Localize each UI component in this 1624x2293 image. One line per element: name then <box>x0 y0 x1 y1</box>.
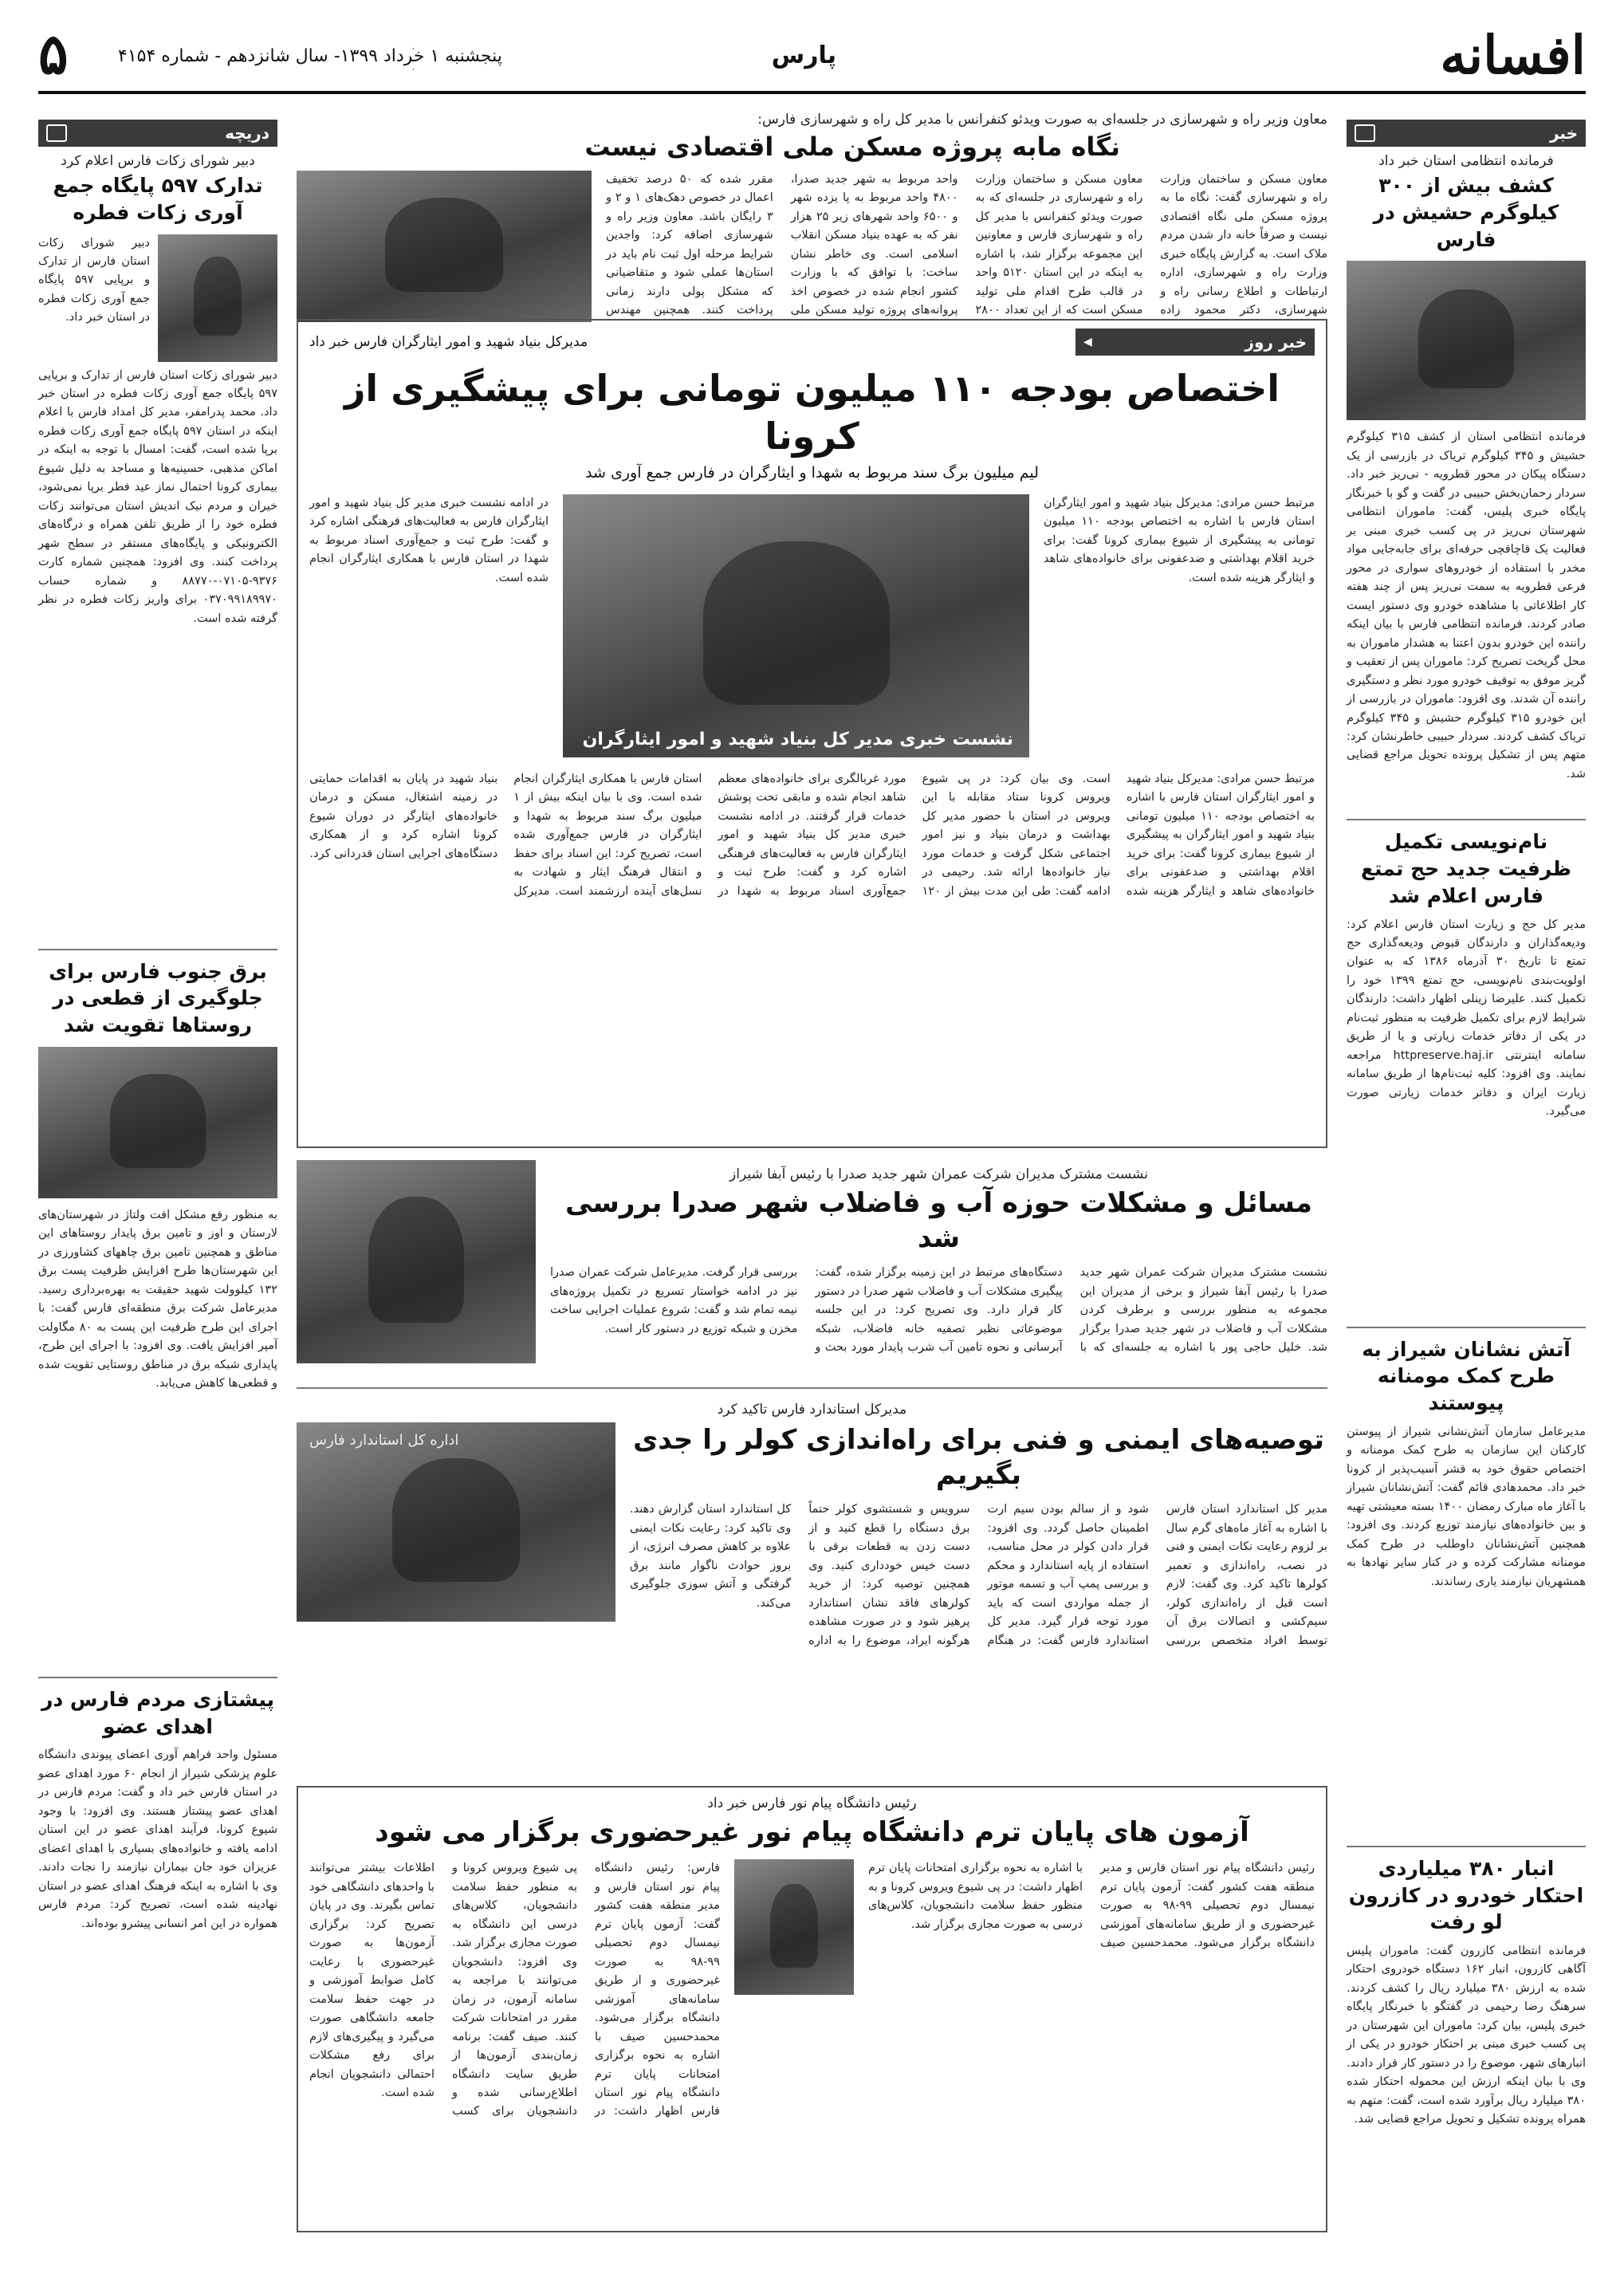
tag-label: خبر روز <box>1245 332 1307 352</box>
divider <box>38 949 277 950</box>
story-kicker: مدیرکل بنیاد شهید و امور ایثارگران فارس خبر داد <box>309 334 588 350</box>
photo-banner-text: نشست خبری مدیر کل بنیاد شهید و امور ایثارگران <box>582 729 1013 749</box>
megaphone-icon <box>1355 124 1375 142</box>
chevron-left-icon: ◀ <box>1083 336 1092 348</box>
sadra-row <box>297 1160 1327 1399</box>
story-body: مسئول واحد فراهم آوری اعضای پیوندی دانشگاه علوم پزشکی شیراز از انجام ۶۰ مورد اهدای عضو در استان فارس خبر داد و گفت: مردم فارس در اهدای عضو پیشتاز هستند. وی افزود: با وجود شیوع کرونا، فرآیند اهدای عضو در این استان ادامه یافته و خانواده‌های بسیاری با اهدای اعضای عزیزان خود جان بیماران نیازمند را نجات دادند. وی با اشاره به اینکه فرهنگ اهدای عضو در استان نهادینه شده است، تصریح کرد: مردم فارس همواره در این امر انسانی پیشرو بوده‌اند. <box>38 1748 277 1930</box>
top-story <box>297 112 1327 317</box>
story-headline: توصیه‌های ایمنی و فنی برای راه‌اندازی کولر را جدی بگیریم <box>633 1424 1324 1492</box>
sadra-story <box>297 1160 1327 1375</box>
story-headline: برق جنوب فارس برای جلوگیری از قطعی در روستاها تقویت شد <box>49 959 267 1036</box>
story-headline: مسائل و مشکلات حوزه آب و فاضلاب شهر صدرا بررسی شد <box>565 1187 1312 1255</box>
photo-sign-text: اداره کل استاندارد فارس <box>309 1432 459 1449</box>
left-column <box>38 120 277 2121</box>
section-name: پارس <box>771 41 836 69</box>
right-column <box>1347 120 1586 2293</box>
tag-label: دریچه <box>225 124 269 143</box>
story-body: مدیر کل حج و زیارت استان فارس اعلام کرد: ودیعه‌گذاران و دارندگان قبوض ودیعه‌گذاری حج تمتع تا تاریخ ۳۰ آذرماه ۱۳۸۶ که به عنوان اولویت‌بندی نام‌نویسی، حج تمتع ۱۳۹۹ خود را تکمیل کنند. علیرضا زینلی اظهار داشت: دارندگان شرایط لازم برای تکمیل ظرفیت به منظور ثبت‌نام در یکی از دفاتر خدمات زیارتی و یا از طریق سامانه اینترنتی httpreserve.haj.ir مراجعه نمایند. وی افزود: کلیه ثبت‌نام‌ها از طریق سامانه زیارت ایران و دفاتر خدمات زیارتی صورت می‌گیرد. <box>1347 918 1586 1119</box>
story-body: فرمانده انتظامی کازرون گفت: ماموران پلیس آگاهی کازرون، انبار ۱۶۲ دستگاه خودروی احتکار شده به ارزش ۳۸۰ میلیارد ریال را کشف کردند. سرهنگ رضا رحیمی در گفتگو با خبرنگار پایگاه خبری پلیس، بیان کرد: ماموران این شهرستان در پی کسب خبری مبنی بر احتکار خودرو در یکی از انبارهای شهر، موضوع را در دستور کار قرار دادند. وی با بیان اینکه ارزش این محموله احتکار شده ۳۸۰ میلیارد ریال برآورد شده است، گفت: متهم به همراه پرونده تشکیل و تحویل مراجع قضایی شد. <box>1347 1945 1586 2126</box>
story-headline: نام‌نویسی تکمیل ظرفیت جدید حج تمتع فارس اعلام شد <box>1360 830 1571 907</box>
story-body: مدیر کل استاندارد استان فارس با اشاره به آغاز ماه‌های گرم سال بر لزوم رعایت نکات ایمنی و فنی در نصب، راه‌اندازی و تعمیر کولرها تاکید کرد. وی گفت: لازم است قبل از راه‌اندازی کولر، سیم‌کشی و اتصالات برق آن توسط افراد متخصص بررسی شود و از سالم بودن سیم ارت اطمینان حاصل گردد. وی افزود: قرار دادن کولر در محل مناسب، استفاده از پایه استاندارد و محکم و بررسی پمپ آب و تسمه موتور از جمله مواردی است که باید مورد توجه قرار گیرد. مدیر کل استاندارد فارس گفت: در هنگام سرویس و شستشوی کولر حتماً برق دستگاه را قطع کنید و از دست زدن به قطعات برقی با دست خیس خودداری کنید. وی همچنین توصیه کرد: از خرید کولرهای فاقد نشان استاندارد پرهیز شود و در صورت مشاهده هرگونه ایراد، موضوع را به اداره کل استاندارد استان گزارش دهند. وی تاکید کرد: رعایت نکات ایمنی علاوه بر کاهش مصرف انرژی، از بروز حوادث ناگوار مانند برق گرفتگی و آتش سوزی جلوگیری می‌کند. <box>630 1503 1327 1647</box>
story-side-text: در ادامه نشست خبری مدیر کل بنیاد شهید و امور ایثارگران فارس به فعالیت‌های فرهنگی اشاره کرد و گفت: طرح ثبت و جمع‌آوری اسناد مربوط به شهدا در استان فارس با همکاری ایثارگران انجام شده است. <box>309 496 549 584</box>
story-headline: پیشتازی مردم فارس در اهدای عضو <box>41 1687 275 1738</box>
payamnoor-head-photo <box>734 1859 854 1995</box>
story-headline: آتش نشانان شیراز به طرح کمک مومنانه پیوستند <box>1362 1337 1571 1414</box>
cooler-text-block <box>630 1422 1327 1803</box>
official-photo <box>158 234 277 362</box>
story-kicker: معاون وزیر راه و شهرسازی در جلسه‌ای به صورت ویدئو کنفرانس با مدیر کل راه و شهرسازی فارس: <box>757 112 1327 128</box>
tag-dariche <box>38 120 277 147</box>
story-headline: اختصاص بودجه ۱۱۰ میلیون تومانی برای پیشگیری از کرونا <box>344 367 1280 458</box>
story-lead: مرتبط حسن مرادی: مدیرکل بنیاد شهید و امور ایثارگران استان فارس با اشاره به اختصاص بودجه ۱۱۰ میلیون تومانی به پیشگیری از شیوع بیماری کرونا گفت: برای خرید اقلام بهداشتی و ضدعفونی برای خانواده‌های شاهد و ایثارگر هزینه شده است. <box>1044 496 1315 584</box>
story-headline: آزمون های پایان ترم دانشگاه پیام نور غیرحضوری برگزار می شود <box>375 1816 1249 1848</box>
book-icon <box>46 124 67 142</box>
khabar-rooz-top-row <box>309 494 1315 757</box>
electricity-official-photo <box>38 1047 277 1198</box>
story-body: نشست مشترک مدیران شرکت عمران شهر جدید صدرا با رئیس آبفا شیراز و برخی از مدیران این مجموعه به منظور بررسی و برطرف کردن مشکلات آب و فاضلاب در شهر جدید صدرا برگزار شد. خلیل حاجی پور با اشاره به جلسه‌ای که با دستگاه‌های مرتبط در این زمینه برگزار شده، گفت: پیگیری مشکلات آب و فاضلاب شهر صدرا در دستور کار قرار دارد. وی تصریح کرد: در این جلسه موضوعاتی نظیر تصفیه خانه فاضلاب، شبکه آبرسانی و نحوه تامین آب شرب پایدار مورد بحث و بررسی قرار گرفت. مدیرعامل شرکت عمران صدرا نیز در ادامه خواستار تسریع در تکمیل پروژه‌های نیمه تمام شد و گفت: شروع عملیات اجرایی ساخت مخزن و شبکه توزیع در دستور کار است. <box>550 1266 1327 1355</box>
story-kicker: فرمانده انتظامی استان خبر داد <box>1378 153 1554 169</box>
cooler-row <box>297 1422 1327 1803</box>
story-headline: انبار ۳۸۰ میلیاردی احتکار خودرو در کازرون لو رفت <box>1348 1856 1584 1934</box>
divider <box>1347 1846 1586 1847</box>
masthead <box>38 21 1586 94</box>
tag-khabar-rooz <box>1075 328 1315 356</box>
story-body: به منظور رفع مشکل افت ولتاژ در شهرستان‌های لارستان و اوز و تامین برق پایدار روستاهای این مناطق و همچنین تامین برق چاههای کشاورزی در این شهرستان‌ها طرح افزایش ظرفیت پست برق ۱۳۲ کیلوولت شهید حقیقت به بهره‌برداری رسید. مدیرعامل شرکت برق منطقه‌ای فارس گفت: با اجرای این طرح ظرفیت این پست به ۸۰ مگاولت آمپر افزایش یافت. وی افزود: با اجرای این طرح، پایداری شبکه برق در مناطق روستایی تقویت شده و قطعی‌ها کاهش می‌یابد. <box>38 1208 278 1390</box>
cooler-photo-block <box>297 1422 615 1803</box>
cooler-story <box>297 1387 1327 1774</box>
divider <box>1347 1327 1586 1328</box>
page-number: ۵ <box>38 21 69 87</box>
divider <box>38 1677 277 1678</box>
story-headline: کشف بیش از ۳۰۰ کیلوگرم حشیش در فارس <box>1373 174 1559 251</box>
story-subhead: لیم میلیون برگ سند مربوط به شهدا و ایثارگران در فارس جمع آوری شد <box>585 463 1039 482</box>
story-kicker: رئیس دانشگاه پیام نور فارس خبر داد <box>707 1795 917 1811</box>
story-headline: نگاه مابه پروژه مسکن ملی اقتصادی نیست <box>584 132 1120 162</box>
police-commander-photo <box>1347 261 1586 420</box>
story-body-part: رئیس دانشگاه پیام نور استان فارس و مدیر منطقه هفت کشور گفت: آزمون پایان ترم نیمسال دوم تحصیلی ۹۹-۹۸ به صورت غیرحضوری و از طریق سامانه‌های آموزشی دانشگاه برگزار می‌شود. محمدحسین صیف با اشاره به نحوه برگزاری امتحانات پایان ترم اظهار داشت: در پی شیوع ویروس کرونا و به منظور حفظ سلامت دانشجویان، کلاس‌های درسی به صورت مجازی برگزار شد. <box>868 1862 1315 1950</box>
aabfa-official-photo <box>297 1160 536 1363</box>
story-lead: دبیر شورای زکات استان فارس از تدارک و برپایی ۵۹۷ پایگاه جمع آوری زکات فطره در استان خبر داد. <box>38 236 150 324</box>
story-body: دبیر شورای زکات استان فارس از تدارک و برپایی ۵۹۷ پایگاه جمع آوری زکات فطره در استان خبر داد. محمد پدرامفر، مدیر کل امداد فارس با اعلام اینکه در استان ۵۹۷ پایگاه جمع آوری زکات فطره برپا شده است، گفت: امسال با توجه به اینکه در اماکن مذهبی، حسینیه‌ها و مساجد به دلیل شیوع بیماری کرونا احتمال نماز عید فطر برپا نمی‌شود، خیران و مردم نیک اندیش استان می‌توانند زکات فطره خود را از طریق تلفن همراه و درگاه‌های الکترونیکی و پایگاه‌های مستقر در سطح شهر پرداخت کنند. وی افزود: همچنین شماره کارت ۹۳۷۶-۰۷۱۰۵-۸۸۷۷۰ و شماره حساب ۰۳۷۰۹۹۱۸۹۹۷۰ برای واریز زکات فطره در نظر گرفته شده است. <box>38 368 277 625</box>
khabar-rooz-header <box>309 328 1315 356</box>
story-body: فارس: رئیس دانشگاه پیام نور استان فارس و مدیر منطقه هفت کشور گفت: آزمون پایان ترم نیمسال دوم تحصیلی ۹۹-۹۸ به صورت غیرحضوری و از طریق سامانه‌های آموزشی دانشگاه برگزار می‌شود. محمدحسین صیف با اشاره به نحوه برگزاری امتحانات پایان ترم دانشگاه پیام نور استان فارس اظهار داشت: در پی شیوع ویروس کرونا و به منظور حفظ سلامت دانشجویان، کلاس‌های درسی این دانشگاه به صورت مجازی برگزار شد. وی افزود: دانشجویان می‌توانند با مراجعه به سامانه آزمون، در زمان مقرر در امتحانات شرکت کنند. صیف گفت: برنامه زمان‌بندی آزمون‌ها از طریق سایت دانشگاه اطلاع‌رسانی شده و دانشجویان برای کسب اطلاعات بیشتر می‌توانند با واحدهای دانشگاهی خود تماس بگیرند. وی در پایان تصریح کرد: برگزاری آزمون‌ها به صورت غیرحضوری با رعایت کامل ضوابط آموزشی و در جهت حفظ سلامت جامعه دانشگاهی صورت می‌گیرد و پیگیری‌های لازم برای رفع مشکلات احتمالی دانشجویان انجام شده است. <box>309 1862 720 2118</box>
payamnoor-box <box>297 1786 1327 2232</box>
top-story-content <box>297 171 1327 322</box>
standard-director-photo <box>297 1422 615 1622</box>
newspaper-logo: افسانه <box>1440 24 1586 86</box>
payamnoor-row <box>309 1859 1315 2226</box>
story-body: مدیرعامل سازمان آتش‌نشانی شیراز از پیوستن کارکنان این سازمان به طرح کمک مومنانه و اختصاص حقوق خود به قشر آسیب‌پذیر از کرونا خبر داد. محمدهادی قائم گفت: آتش‌نشانان شیراز با آغاز ماه مبارک رمضان ۱۴۰۰ بسته معیشتی تهیه و بین خانواده‌های نیازمند توزیع کردند. وی افزود: همچنین آتش‌نشانان داوطلب در طرح کمک مومنانه مشارکت کرده و در کنار سایر نهادها به همشهریان نیازمند یاری رساندند. <box>1347 1425 1586 1588</box>
story-body: معاون مسکن و ساختمان وزارت راه و شهرسازی گفت: نگاه ما به پروژه مسکن ملی نگاه اقتصادی نیست و صرفاً خانه دار شدن مردم ملاک است. به گزارش پایگاه خبری وزارت راه و شهرسازی، اداره ارتباطات و اطلاع رسانی راه و شهرسازی، دکتر محمود زاده معاون مسکن و ساختمان وزارت راه و شهرسازی در جلسه‌ای که به صورت ویدئو کنفرانس با مدیر کل راه و شهرسازی فارس و معاونین این مجموعه برگزار شد، با اشاره به اینکه در این استان ۵۱۲۰ واحد در قالب طرح اقدام ملی تولید مسکن است که از این تعداد ۲۸۰۰ واحد مربوط به شهر جدید صدرا، ۴۸۰۰ واحد مربوط به پا یزده شهر و ۶۵۰۰ واحد شهرهای زیر ۲۵ هزار نفر که به عهده بنیاد مسکن انقلاب اسلامی است. وی خاطر نشان ساخت: با توافق که با وزارت کشور انجام شده در خصوص اخذ پروانه‌های پروژه تولید مسکن ملی مقرر شده که ۵۰ درصد تخفیف اعمال در خصوص دهک‌های ۱ و ۲ و ۳ رایگان باشد. معاون وزیر راه و شهرسازی اضافه کرد: واجدین شرایط مرحله اول ثبت نام باید در استان‌ها عملی شود و متقاضیانی که مشکل پولی دارند زمانی پرداخت کنند. همچنین مهندس <box>606 172 1327 317</box>
story-photo-row <box>38 234 277 362</box>
sadra-text-block <box>550 1160 1327 1399</box>
story-kicker: نشست مشترک مدیران شرکت عمران شهر جدید صدرا با رئیس آبفا شیراز <box>729 1166 1148 1182</box>
story-kicker: مدیرکل استاندارد فارس تاکید کرد <box>717 1402 907 1418</box>
story-kicker: دبیر شورای زکات فارس اعلام کرد <box>61 153 255 169</box>
tag-label: خبر <box>1549 124 1578 143</box>
story-body: فرمانده انتظامی استان از کشف ۳۱۵ کیلوگرم حشیش و ۳۴۵ کیلوگرم تریاک در بازرسی از یک دستگاه پیکان در محور قطرویه - نی‌ریز خبر داد. سردار رحمان‌بخش حبیبی در گفت و گو با خبرنگار پایگاه خبری پلیس، گفت: ماموران انتظامی شهرستان نی‌ریز در پی کسب خبری مبنی بر فعالیت یک قاچاقچی حرفه‌ای برای جابه‌جایی مواد مخدر با استفاده از خودروهای سواری در محور فرعی قطرویه به سمت نی‌ریز پس از چند هفته کار اطلاعاتی با مشاهده خودرو وی دستور ایست صادر کردند. فرمانده انتظامی فارس با بیان اینکه راننده این خودرو بدون اعتنا به هشدار ماموران به محل گریخت تصریح کرد: ماموران پس از تعقیب و گریز موفق به توقیف خودرو مورد نظر و دستگیری راننده آن شدند. وی افزود: ماموران در بازرسی از این خودرو ۳۱۵ کیلوگرم حشیش و ۳۴۵ کیلوگرم تریاک کشف کردند. سردار حبیبی خاطرنشان کرد: متهم پس از تشکیل پرونده تحویل مراجع قضایی شد. <box>1347 431 1586 781</box>
tag-khabar <box>1347 120 1586 147</box>
divider <box>1347 819 1586 820</box>
story-body: مرتبط حسن مرادی: مدیرکل بنیاد شهید و امور ایثارگران استان فارس با اشاره به اختصاص بودجه ۱۱۰ میلیون تومانی بنیاد شهید و امور ایثارگران به پیشگیری از شیوع بیماری کرونا گفت: برای خرید اقلام بهداشتی و ضدعفونی برای خانواده‌های شاهد و ایثارگر هزینه شده است. وی بیان کرد: در پی شیوع ویروس کرونا ستاد مقابله با این ویروس در استان با حضور مدیر کل بهداشت و درمان بنیاد و نیز امور اجتماعی شکل گرفت و خدمات مورد نیاز خانواده‌ها ارائه شد. رحیمی در ادامه گفت: طی این مدت بیش از ۱۲۰ مورد غربالگری برای خانواده‌های معظم شاهد انجام شده و مابقی تحت پوشش خدمات قرار گرفتند. در ادامه نشست خبری مدیر کل بنیاد شهید و امور ایثارگران فارس به فعالیت‌های فرهنگی اشاره کرد و گفت: طرح ثبت و جمع‌آوری اسناد مربوط به شهدا در استان فارس با همکاری ایثارگران انجام شده است. وی با بیان اینکه بیش از ۱ میلیون برگ سند مربوط به شهدا و ایثارگران در فارس جمع‌آوری شده است، تصریح کرد: این اسناد برای حفظ و انتقال فرهنگ ایثار و شهادت به نسل‌های آینده ارزشمند است. مدیرکل بنیاد شهید در پایان به اقدامات حمایتی در زمینه اشتغال، مسکن و درمان خانواده‌های ایثارگر در دوران شیوع کرونا اشاره کرد و از همکاری دستگاه‌های اجرایی استان قدردانی کرد. <box>309 772 1315 898</box>
dateline: پنجشنبه ۱ خرداد ۱۳۹۹- سال شانزدهم - شماره ۴۱۵۴ <box>118 46 502 66</box>
khabar-rooz-box <box>297 319 1327 1148</box>
videoconference-photo <box>297 171 592 322</box>
top-story-photo-block <box>297 171 592 322</box>
story-headline: تدارک ۵۹۷ پایگاه جمع آوری زکات فطره <box>53 174 263 224</box>
press-conference-photo <box>563 494 1029 757</box>
